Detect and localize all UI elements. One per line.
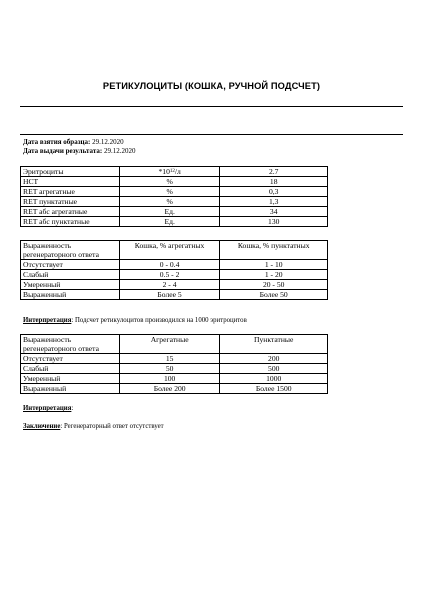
header-line: Выраженность xyxy=(23,241,72,250)
table-cell: 0 - 0.4 xyxy=(119,260,220,270)
table-cell: Умеренный xyxy=(21,280,120,290)
table-cell: 100 xyxy=(119,374,220,384)
result-unit: Ед. xyxy=(119,217,220,227)
header-line: регенераторного ответа xyxy=(23,250,99,259)
unit-base: *10 xyxy=(158,167,170,176)
table-cell: Более 5 xyxy=(119,290,220,300)
result-value: 0,3 xyxy=(220,187,328,197)
table-header-row xyxy=(21,241,328,260)
result-name: RET абс пунктатные xyxy=(21,217,120,227)
table-cell: 0.5 - 2 xyxy=(119,270,220,280)
table-cell: Более 50 xyxy=(220,290,328,300)
table-row xyxy=(21,290,328,300)
table-row xyxy=(21,177,328,187)
table-cell: 15 xyxy=(119,354,220,364)
table-header-row xyxy=(21,335,328,354)
table-cell: Более 200 xyxy=(119,384,220,394)
table-row xyxy=(21,260,328,270)
table-cell: Отсутствует xyxy=(21,354,120,364)
result-unit: % xyxy=(119,197,220,207)
result-unit: % xyxy=(119,187,220,197)
table-row xyxy=(21,197,328,207)
header-cell: Кошка, % агрегатных xyxy=(119,241,220,260)
unit-tail: /л xyxy=(174,167,181,176)
table-cell: 20 - 50 xyxy=(220,280,328,290)
result-name: HCT xyxy=(21,177,120,187)
header-cell xyxy=(21,335,120,354)
unit-exponent: 12 xyxy=(169,169,175,174)
conclusion-text: : Регенераторный ответ отсутствует xyxy=(60,423,164,430)
result-date-value: 29.12.2020 xyxy=(103,147,136,155)
table-row xyxy=(21,354,328,364)
table-cell: Более 1500 xyxy=(220,384,328,394)
table-cell: 1000 xyxy=(220,374,328,384)
table-cell: 2 - 4 xyxy=(119,280,220,290)
result-date-label: Дата выдачи результата: xyxy=(23,147,103,155)
table-row xyxy=(21,167,328,177)
table-row xyxy=(21,187,328,197)
result-value: 1,3 xyxy=(220,197,328,207)
header-cell: Агрегатные xyxy=(119,335,220,354)
conclusion-note xyxy=(23,422,164,431)
result-name: RET пунктатные xyxy=(21,197,120,207)
top-divider xyxy=(20,106,403,107)
result-unit: Ед. xyxy=(119,207,220,217)
header-cell: Кошка, % пунктатных xyxy=(220,241,328,260)
reference-absolute-table xyxy=(20,334,328,394)
interpretation-label: Интерпретация xyxy=(23,405,72,412)
sample-date-label: Дата взятия образца: xyxy=(23,138,91,146)
result-name: Эритроциты xyxy=(21,167,120,177)
sample-date-line xyxy=(23,138,124,147)
table-cell: Выраженный xyxy=(21,384,120,394)
header-cell xyxy=(21,241,120,260)
table-cell: Слабый xyxy=(21,364,120,374)
meta-divider xyxy=(20,134,403,135)
table-cell: 1 - 20 xyxy=(220,270,328,280)
sample-date-value: 29.12.2020 xyxy=(92,138,124,146)
table-cell: Отсутствует xyxy=(21,260,120,270)
table-cell: 500 xyxy=(220,364,328,374)
reference-percent-table xyxy=(20,240,328,300)
result-value: 2.7 xyxy=(220,167,328,177)
table-cell: 1 - 10 xyxy=(220,260,328,270)
table-cell: 50 xyxy=(119,364,220,374)
table-row xyxy=(21,364,328,374)
interpretation-note-2 xyxy=(23,404,73,413)
header-line: Выраженность xyxy=(23,335,72,344)
result-name: RET агрегатные xyxy=(21,187,120,197)
table-cell: Слабый xyxy=(21,270,120,280)
interpretation-note xyxy=(23,316,247,325)
result-date-line xyxy=(23,147,135,156)
table-row xyxy=(21,280,328,290)
table-cell: 200 xyxy=(220,354,328,364)
header-line: регенераторного ответа xyxy=(23,344,99,353)
result-name: RET абс агрегатные xyxy=(21,207,120,217)
results-table xyxy=(20,166,328,227)
conclusion-label: Заключение xyxy=(23,423,61,430)
table-row xyxy=(21,217,328,227)
table-row xyxy=(21,374,328,384)
interpretation-text: : Подсчет ретикулоцитов производился на 1000 эритроцитов xyxy=(71,317,247,324)
result-unit: % xyxy=(119,177,220,187)
result-unit xyxy=(119,167,220,177)
table-cell: Выраженный xyxy=(21,290,120,300)
result-value: 34 xyxy=(220,207,328,217)
header-cell: Пунктатные xyxy=(220,335,328,354)
interpretation-colon: : xyxy=(71,405,74,412)
result-value: 18 xyxy=(220,177,328,187)
table-row xyxy=(21,384,328,394)
result-value: 130 xyxy=(220,217,328,227)
page-title: РЕТИКУЛОЦИТЫ (КОШКА, РУЧНОЙ ПОДСЧЕТ) xyxy=(102,81,321,91)
table-row xyxy=(21,270,328,280)
table-row xyxy=(21,207,328,217)
table-cell: Умеренный xyxy=(21,374,120,384)
interpretation-label: Интерпретация xyxy=(23,317,72,324)
